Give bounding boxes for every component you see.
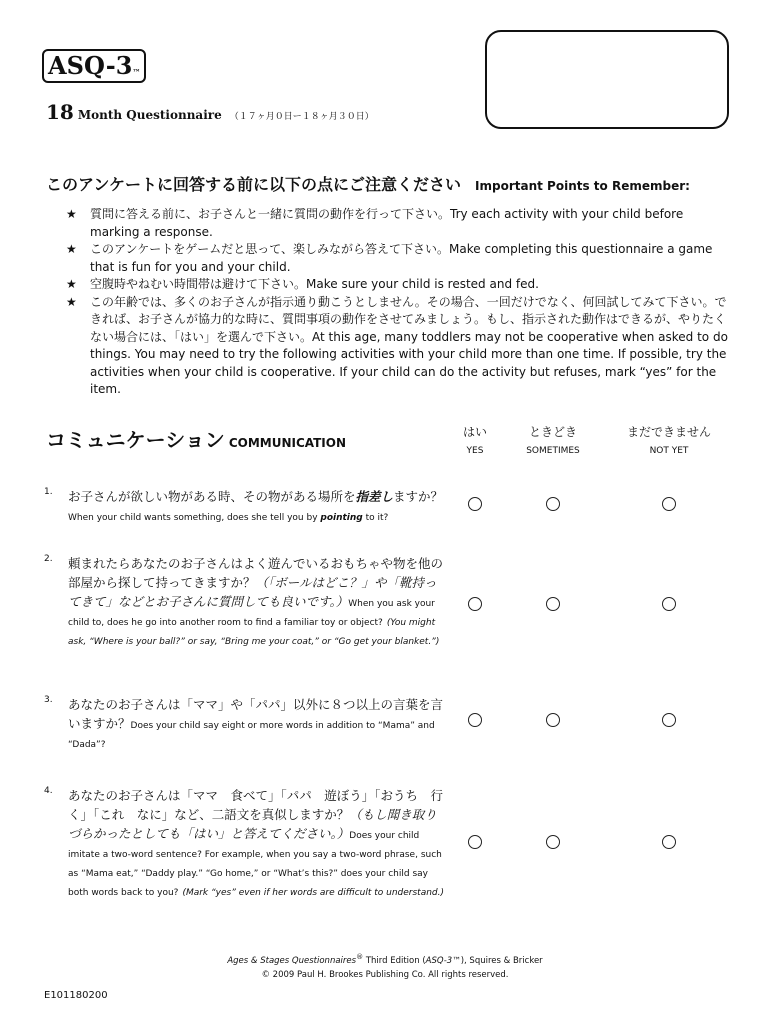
- note-en: At this age, many toddlers may not be cooperative when asked to do things. You may need to try the following activities with your child more than one time. If possible, try the activities when your child is cooperative. If your child can do the activity but refuses, mark “yes” for the item.: [90, 329, 728, 396]
- star-icon: ★: [66, 277, 77, 291]
- q3-sometimes-radio[interactable]: [546, 713, 560, 727]
- column-sometimes: [493, 424, 613, 458]
- age-number: 18: [46, 100, 74, 124]
- question-text-en: Does your child imitate a two-word sentence? For example, when you say a two-word phrase, such as “Mama eat,” “Daddy play.” “Go home,” or “What’s this?” does your child say both words back to you?: [68, 831, 442, 898]
- q1-sometimes-radio[interactable]: [546, 497, 560, 511]
- q2-sometimes-radio[interactable]: [546, 597, 560, 611]
- column-label-ja: はい: [462, 425, 487, 439]
- question-text-en: When you ask your child to, does he go into another room to find a familiar toy or object?: [68, 599, 435, 628]
- note-ja: この年齢では、多くのお子さんが指示通り動こうとしません。その場合、一回だけでなく、何回試してみて下さい。できれば、お子さんが協力的な時に、質問事項の動作をさせてみましょう。もし、指示された動作はできるが、やりたくない場合には、「はい」を選んで下さい。: [90, 294, 727, 344]
- question-text-en: Does your child say eight or more words in addition to “Mama” and “Dada”?: [68, 721, 435, 750]
- copyright-footer: [0, 950, 770, 982]
- question-emphasis-en: pointing: [320, 513, 363, 523]
- note-en: Try each activity with your child before marking a response.: [90, 207, 684, 239]
- footer-line-2: © 2009 Paul H. Brookes Publishing Co. All rights reserved.: [261, 969, 509, 980]
- title-text: Month Questionnaire: [77, 108, 222, 122]
- question-2: [44, 554, 444, 649]
- question-3: [44, 695, 444, 752]
- star-icon: ★: [66, 242, 77, 256]
- question-note-ja: （「ボールはどこ？」や「靴持ってきて」などとお子さんに質問しても良いです。）: [68, 575, 437, 609]
- footer-edition: Third Edition (: [363, 955, 426, 966]
- column-label-en: SOMETIMES: [526, 446, 580, 456]
- important-title-ja: このアンケートに回答する前に以下の点にご注意ください: [46, 175, 462, 194]
- child-id-box[interactable]: [485, 30, 729, 129]
- logo-tm: ™: [132, 67, 141, 77]
- q2-yes-radio[interactable]: [468, 597, 482, 611]
- q3-not-yet-radio[interactable]: [662, 713, 676, 727]
- question-text-ja: 頼まれたらあなたのお子さんはよく遊んでいるおもちゃや物を他の部屋から探して持ってきますか？: [68, 556, 444, 590]
- note-ja: このアンケートをゲームだと思って、楽しみながら答えて下さい。: [90, 242, 450, 256]
- question-note-en: (Mark “yes” even if her words are difficult to understand.): [182, 888, 445, 898]
- list-item: [66, 206, 730, 241]
- important-heading: [46, 172, 690, 195]
- important-list: [66, 206, 730, 399]
- star-icon: ★: [66, 294, 77, 309]
- question-number: 1.: [44, 487, 53, 497]
- section-title-en: COMMUNICATION: [228, 436, 347, 450]
- column-label-en: NOT YET: [649, 446, 689, 456]
- logo-text: ASQ-3: [48, 51, 133, 80]
- column-label-en: YES: [466, 446, 484, 456]
- q4-sometimes-radio[interactable]: [546, 835, 560, 849]
- question-1: [44, 487, 444, 525]
- column-label-ja: ときどき: [528, 425, 577, 439]
- q2-not-yet-radio[interactable]: [662, 597, 676, 611]
- note-ja: 質問に答える前に、お子さんと一緒に質問の動作を行って下さい。: [90, 207, 451, 221]
- footer-reg: ®: [356, 952, 364, 961]
- question-text-ja: お子さんが欲しい物がある時、その物がある場所を: [68, 489, 356, 504]
- column-label-ja: まだできません: [626, 425, 711, 439]
- footer-authors: ), Squires & Bricker: [460, 955, 543, 966]
- note-en: Make completing this questionnaire a game that is fun for you and your child.: [90, 242, 713, 274]
- question-4: [44, 786, 444, 900]
- question-emphasis-ja: 指差し: [355, 489, 394, 504]
- asq3-logo: [42, 49, 146, 83]
- section-title: [46, 424, 346, 453]
- important-title-en: Important Points to Remember:: [475, 179, 690, 193]
- footer-asq: ASQ-3™: [425, 955, 461, 966]
- form-code: E101180200: [44, 990, 108, 1001]
- question-text-en: When your child wants something, does she tell you by: [68, 513, 321, 523]
- q4-yes-radio[interactable]: [468, 835, 482, 849]
- questionnaire-title: [46, 100, 374, 124]
- q3-yes-radio[interactable]: [468, 713, 482, 727]
- question-text-ja: あなたのお子さんは「ママ 食べて」「パパ 遊ぼう」「おうち 行く」「これ なに」など、二語文を真似しますか？: [68, 788, 444, 822]
- question-number: 2.: [44, 554, 53, 564]
- note-ja: 空腹時やねむい時間帯は避けて下さい。: [90, 277, 307, 291]
- question-text-ja: あなたのお子さんは「ママ」や「パパ」以外に８つ以上の言葉を言いますか？: [68, 697, 444, 731]
- list-item: [66, 241, 730, 276]
- list-item: [66, 276, 730, 294]
- star-icon: ★: [66, 207, 77, 221]
- question-note-en: (You might ask, “Where is your ball?” or say, “Bring me your coat,” or “Go get your blanket.”): [68, 618, 440, 647]
- footer-title: Ages & Stages Questionnaires: [227, 955, 357, 966]
- column-not-yet: [609, 424, 729, 458]
- question-note-ja: （もし聞き取りづらかったとしても「はい」と答えてください。）: [68, 807, 437, 841]
- age-range: （１７ヶ月０日ー１８ヶ月３０日）: [229, 112, 374, 122]
- question-number: 3.: [44, 695, 53, 705]
- question-number: 4.: [44, 786, 53, 796]
- question-text-ja-end: ますか？: [393, 489, 444, 504]
- q1-not-yet-radio[interactable]: [662, 497, 676, 511]
- section-title-ja: コミュニケーション: [46, 428, 225, 452]
- list-item: [66, 294, 730, 399]
- question-text-en-end: to it?: [362, 513, 389, 523]
- footer-line-1: [0, 950, 770, 968]
- q4-not-yet-radio[interactable]: [662, 835, 676, 849]
- q1-yes-radio[interactable]: [468, 497, 482, 511]
- note-en: Make sure your child is rested and fed.: [306, 277, 539, 291]
